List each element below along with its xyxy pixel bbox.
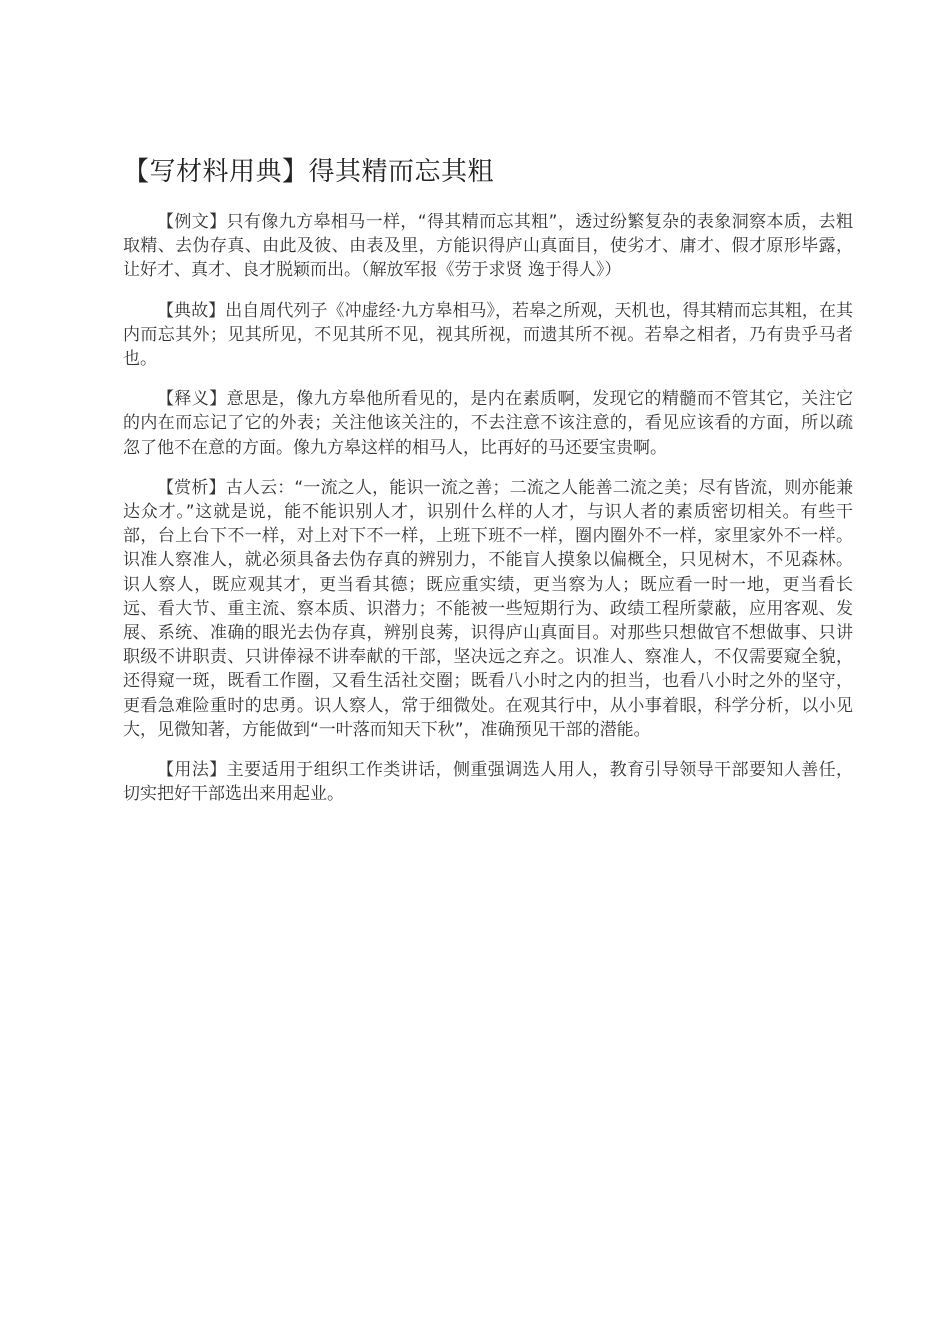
paragraph-meaning <box>123 387 853 460</box>
paragraph-tag: 【典故】 <box>157 300 226 321</box>
paragraph-tag: 【赏析】 <box>157 477 226 498</box>
paragraph-analysis <box>123 476 853 742</box>
paragraph-text: 意思是，像九方皋他所看见的，是内在素质啊，发现它的精髓而不管其它，关注它的内在而忘记了它的外表；关注他该关注的，不去注意不该注意的，看见应该看的方面，所以疏忽了他不在意的方面。像九方皋这样的相马人，比再好的马还要宝贵啊。 <box>123 389 854 458</box>
paragraph-tag: 【用法】 <box>157 760 227 781</box>
paragraph-tag: 【释义】 <box>157 389 227 410</box>
paragraph-example <box>123 210 853 283</box>
paragraph-text: 古人云：“一流之人，能识一流之善；二流之人能善二流之美；尽有皆流，则亦能兼达众才。”这就是说，能不能识别人才，识别什么样的人才，与识人者的素质密切相关。有些干部，台上台下不一样，对上对下不一样，上班下班不一样，圈内圈外不一样，家里家外不一样。识准人察准人，就必须具备去伪存真的辨别力，不能盲人摸象以偏概全，只见树木，不见森林。识人察人，既应观其才，更当看其德；既应重实绩，更当察为人；既应看一时一地，更当看长远、看大节、重主流、察本质、识潜力；不能被一些短期行为、政绩工程所蒙蔽，应用客观、发展、系统、准确的眼光去伪存真，辨别良莠，识得庐山真面目。对那些只想做官不想做事、只讲职级不讲职责、只讲俸禄不讲奉献的干部，坚决远之弃之。识准人、察准人，不仅需要窥全貌，还得窥一斑，既看工作圈，又看生活社交圈；既看八小时之内的担当，也看八小时之外的坚守，更看急难险重时的忠勇。识人察人，常于细微处。在观其行中，从小事着眼，科学分析，以小见大，见微知著，方能做到“一叶落而知天下秋”，准确预见干部的潜能。 <box>123 477 853 740</box>
paragraph-usage <box>123 758 853 806</box>
paragraph-text: 只有像九方皋相马一样，“得其精而忘其粗”，透过纷繁复杂的表象洞察本质，去粗取精、去伪存真、由此及彼、由表及里，方能识得庐山真面目，使劣才、庸才、假才原形毕露，让好才、真才、良才脱颖而出。（解放军报《劳于求贤 逸于得人》） <box>123 212 853 281</box>
paragraph-text: 主要适用于组织工作类讲话，侧重强调选人用人，教育引导领导干部要知人善任，切实把好干部选出来用起业。 <box>123 760 854 805</box>
page-title: 【写材料用典】得其精而忘其粗 <box>123 157 495 187</box>
document-body <box>123 210 853 822</box>
paragraph-tag: 【例文】 <box>157 212 227 232</box>
paragraph-text: 出自周代列子《冲虚经·九方皋相马》，若皋之所观，天机也，得其精而忘其粗，在其内而忘其外；见其所见，不见其所不见，视其所视，而遗其所不视。若皋之相者，乃有贵乎马者也。 <box>123 300 854 370</box>
paragraph-allusion <box>123 299 853 372</box>
